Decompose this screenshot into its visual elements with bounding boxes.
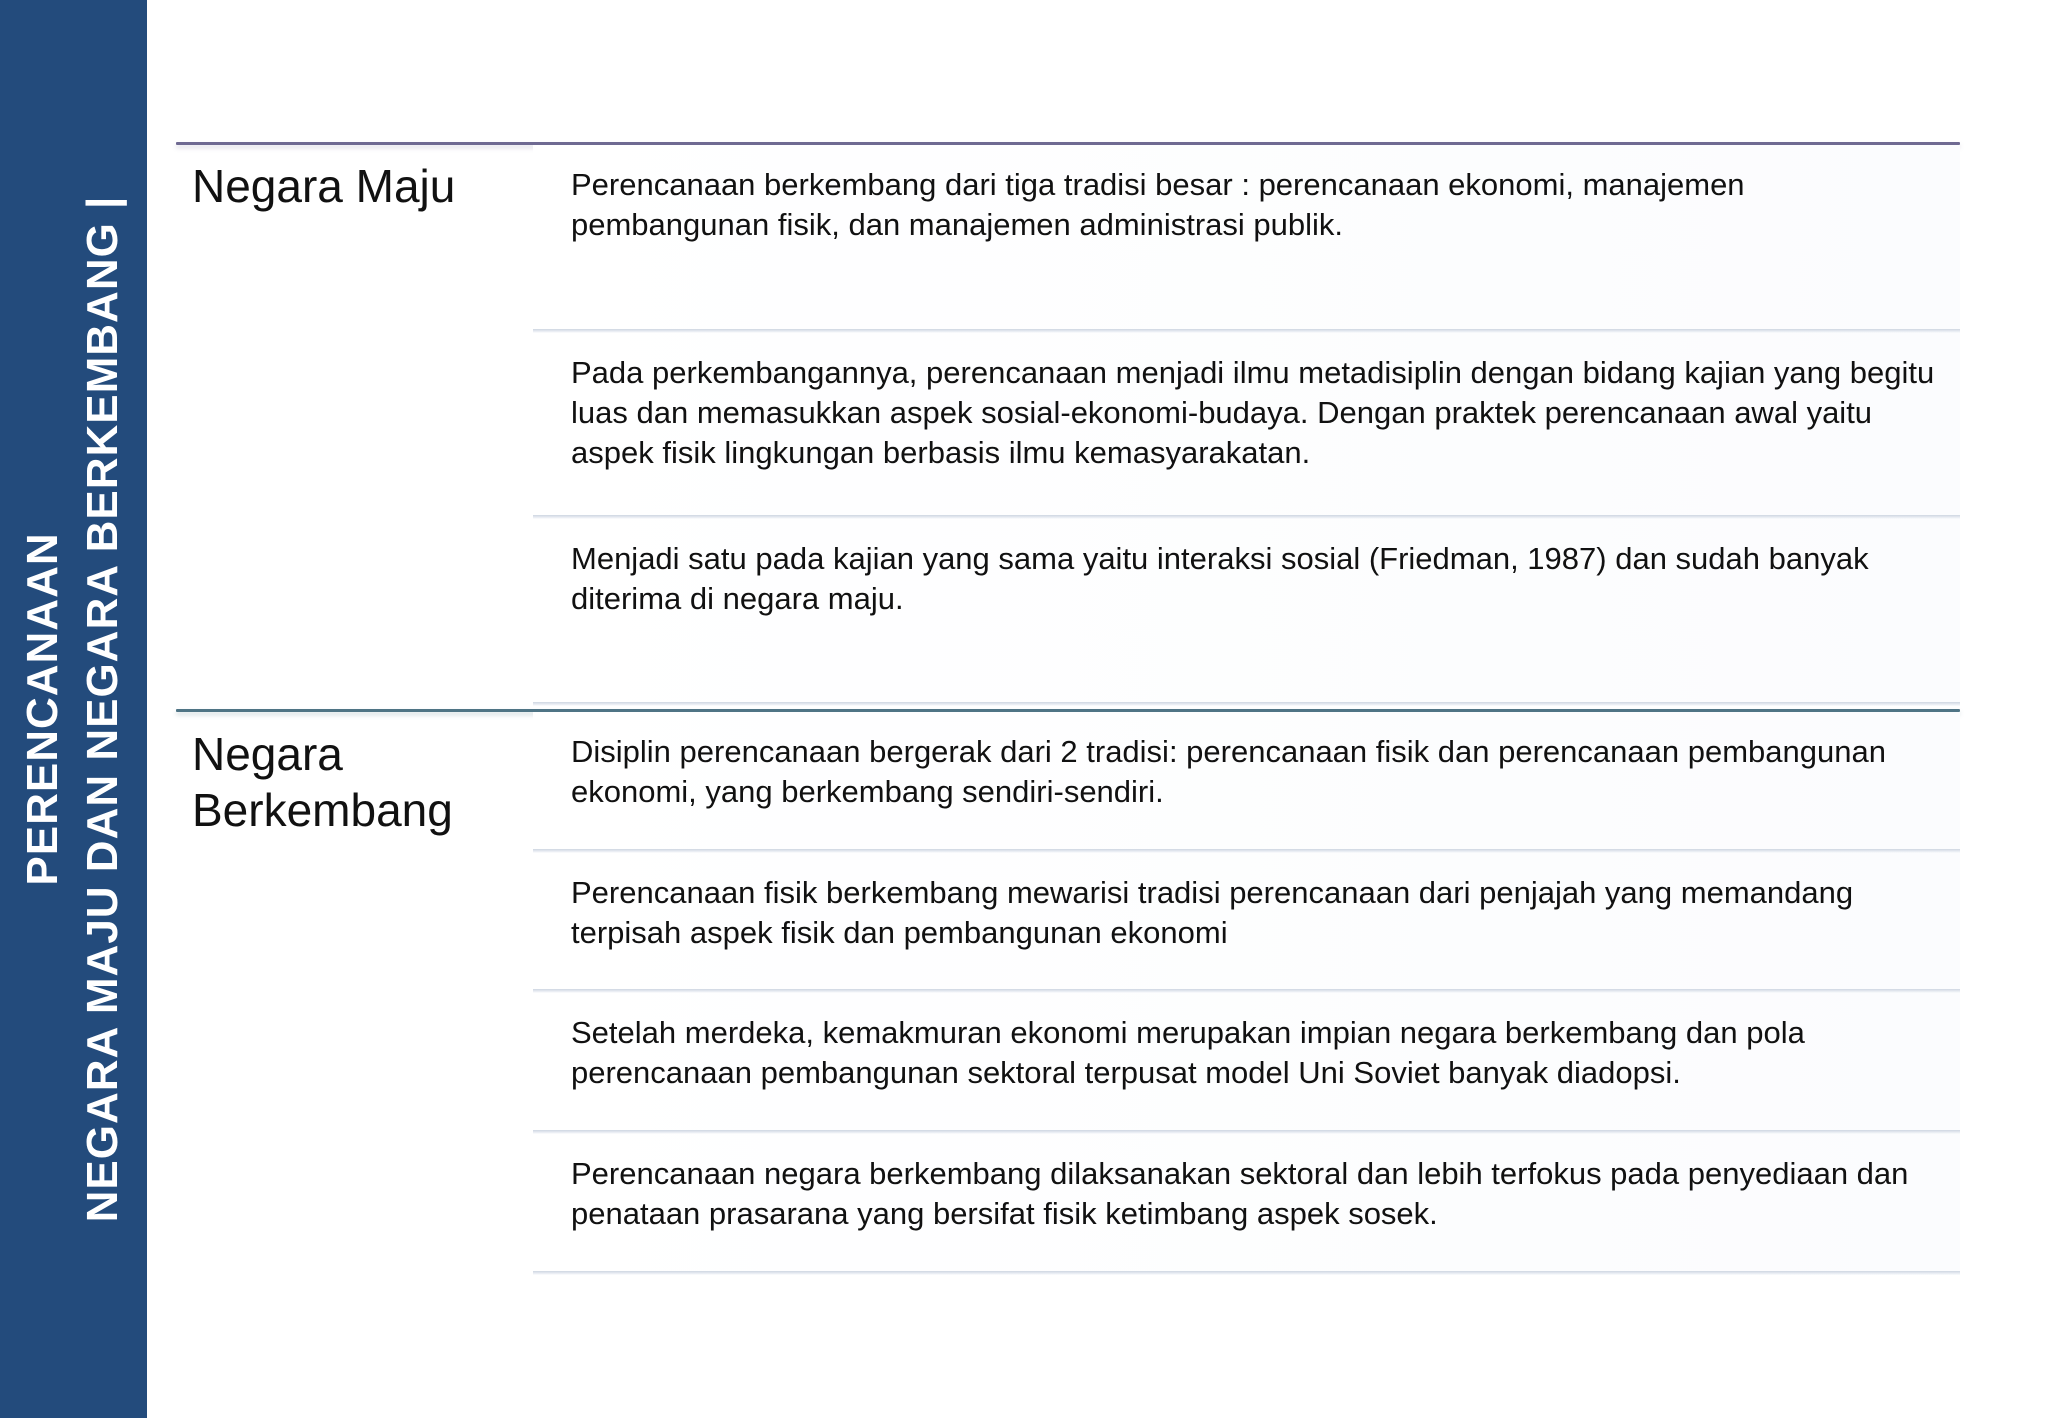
list-item-text: Perencanaan negara berkembang dilaksanakan sektoral dan lebih terfokus pada penyediaan dan penataan prasarana yang bersifat fisik ketimbang aspek sosek. <box>571 1156 1909 1231</box>
list-item <box>533 853 1960 993</box>
list-item <box>533 993 1960 1134</box>
list-item-text: Disiplin perencanaan bergerak dari 2 tradisi: perencanaan fisik dan perencanaan pembangunan ekonomi, yang berkembang sendiri-sendiri. <box>571 734 1886 809</box>
slide-title-line-1: PERENCANAAN <box>18 532 67 886</box>
section-heading-negara-berkembang <box>192 726 453 838</box>
slide-title-line-2: NEGARA MAJU DAN NEGARA BERKEMBANG | <box>78 195 127 1223</box>
list-item-text: Pada perkembangannya, perencanaan menjadi ilmu metadisiplin dengan bidang kajian yang begitu luas dan memasukkan aspek sosial-ekonomi-budaya. Dengan praktek perencanaan awal yaitu aspek fisik lingkungan berbasis ilmu kemasyarakatan. <box>571 355 1935 470</box>
section-heading-line-1: Negara <box>192 728 343 780</box>
list-item-text: Setelah merdeka, kemakmuran ekonomi merupakan impian negara berkembang dan pola perencanaan pembangunan sektoral terpusat model Uni Soviet banyak diadopsi. <box>571 1015 1805 1090</box>
list-item-text: Perencanaan fisik berkembang mewarisi tradisi perencanaan dari penjajah yang memandang terpisah aspek fisik dan pembangunan ekonomi <box>571 875 1854 950</box>
list-item-text: Perencanaan berkembang dari tiga tradisi besar : perencanaan ekonomi, manajemen pembangunan fisik, dan manajemen administrasi publik. <box>571 167 1745 242</box>
list-item <box>533 145 1960 333</box>
section-heading-line-2: Berkembang <box>192 784 453 836</box>
list-item <box>533 333 1960 519</box>
sidebar <box>0 0 147 1418</box>
list-item-text: Menjadi satu pada kajian yang sama yaitu interaksi sosial (Friedman, 1987) dan sudah banyak diterima di negara maju. <box>571 541 1869 616</box>
section-heading-negara-maju: Negara Maju <box>192 160 456 212</box>
slide-title <box>13 109 133 1309</box>
list-item <box>533 712 1960 853</box>
list-item <box>533 1134 1960 1275</box>
list-item <box>533 519 1960 706</box>
